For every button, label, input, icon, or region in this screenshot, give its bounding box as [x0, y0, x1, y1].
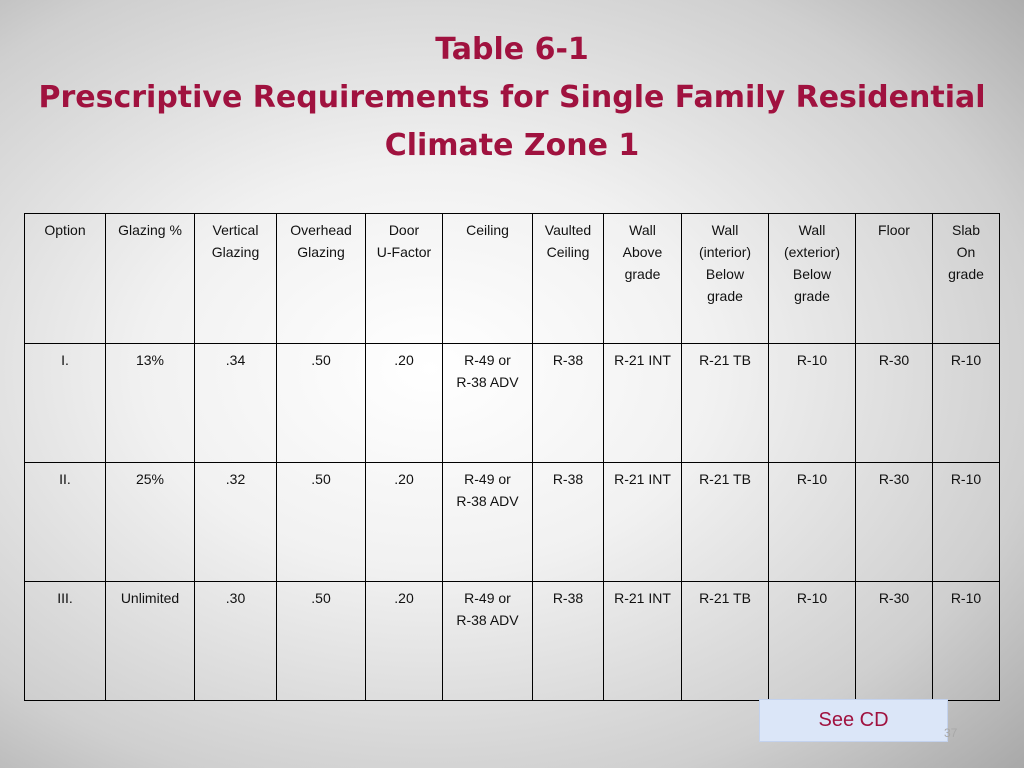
- cell-line: Vertical: [212, 222, 259, 238]
- table-cell: [933, 344, 1000, 463]
- cell-line: Ceiling: [546, 244, 590, 260]
- cell-line: R-38: [552, 590, 584, 606]
- cell-line: .34: [225, 352, 246, 368]
- table-row: [25, 344, 1000, 463]
- cell-line: 13%: [135, 352, 165, 368]
- cell-line: Glazing: [297, 244, 345, 260]
- cell-line: grade: [794, 288, 830, 304]
- table-cell: [769, 344, 856, 463]
- table-cell: [277, 582, 366, 701]
- cell-line: R-21 TB: [699, 471, 751, 487]
- column-header: [195, 214, 277, 344]
- cell-line: (exterior): [783, 244, 840, 260]
- cell-line: Wall: [798, 222, 826, 238]
- table-cell: [533, 582, 604, 701]
- title-line-description: Prescriptive Requirements for Single Family Residential: [38, 80, 986, 115]
- cell-line: .50: [311, 590, 331, 606]
- column-header: [443, 214, 533, 344]
- column-header: [533, 214, 604, 344]
- title-line-table-number: Table 6-1: [435, 32, 589, 67]
- cell-line: R-49 or: [464, 471, 511, 487]
- cell-line: R-30: [878, 590, 910, 606]
- cell-line: Below: [705, 266, 745, 282]
- cell-line: III.: [57, 590, 73, 606]
- cell-line: Wall: [629, 222, 656, 238]
- cell-line: Ceiling: [466, 222, 509, 238]
- column-header: [682, 214, 769, 344]
- column-header: [25, 214, 106, 344]
- table-row: [25, 582, 1000, 701]
- column-header: [366, 214, 443, 344]
- cell-line: R-10: [950, 471, 982, 487]
- table-cell: [604, 582, 682, 701]
- column-header: [277, 214, 366, 344]
- table-cell: [682, 582, 769, 701]
- column-header: [106, 214, 195, 344]
- cell-line: R-30: [878, 471, 910, 487]
- cell-line: .20: [394, 590, 414, 606]
- cell-line: Above: [622, 244, 663, 260]
- table-cell: [366, 582, 443, 701]
- table-cell: [533, 344, 604, 463]
- table-cell: [769, 463, 856, 582]
- cell-line: R-21 TB: [699, 590, 751, 606]
- cell-line: Slab: [951, 222, 981, 238]
- cell-line: R-10: [796, 471, 828, 487]
- table-cell: [195, 463, 277, 582]
- cell-line: grade: [707, 288, 743, 304]
- cell-line: II.: [59, 471, 71, 487]
- table-cell: [443, 582, 533, 701]
- cell-line: U-Factor: [376, 244, 432, 260]
- cell-line: Option: [44, 222, 86, 238]
- column-header: [604, 214, 682, 344]
- cell-line: .50: [311, 352, 331, 368]
- table-cell: [533, 463, 604, 582]
- table-cell: [682, 344, 769, 463]
- table-cell: [25, 582, 106, 701]
- cell-line: .30: [225, 590, 246, 606]
- cell-line: Floor: [878, 222, 910, 238]
- table-cell: [195, 582, 277, 701]
- cell-line: grade: [624, 266, 661, 282]
- cell-line: R-21 INT: [614, 471, 671, 487]
- table-row: [25, 463, 1000, 582]
- column-header: [933, 214, 1000, 344]
- column-header: [856, 214, 933, 344]
- cell-line: R-10: [950, 352, 982, 368]
- table-cell: [443, 463, 533, 582]
- cell-line: R-21 INT: [614, 590, 671, 606]
- cell-line: On: [956, 244, 976, 260]
- cell-line: R-21 INT: [614, 352, 671, 368]
- table-cell: [769, 582, 856, 701]
- requirements-table: [24, 213, 1000, 701]
- cell-line: Vaulted: [544, 222, 592, 238]
- cell-line: .50: [311, 471, 331, 487]
- table-cell: [366, 463, 443, 582]
- cell-line: I.: [61, 352, 69, 368]
- cell-line: .20: [394, 352, 414, 368]
- cell-line: Wall: [711, 222, 739, 238]
- cell-line: .20: [394, 471, 414, 487]
- cell-line: Glazing %: [118, 222, 182, 238]
- cell-line: Below: [792, 266, 832, 282]
- table-header-row: [25, 214, 1000, 344]
- slide-title: [0, 26, 1024, 170]
- table-cell: [366, 344, 443, 463]
- cell-line: Unlimited: [120, 590, 180, 606]
- table-cell: [604, 344, 682, 463]
- cell-line: Overhead: [290, 222, 352, 238]
- table-cell: [856, 344, 933, 463]
- table-cell: [277, 344, 366, 463]
- table-cell: [277, 463, 366, 582]
- table-cell: [604, 463, 682, 582]
- table-cell: [106, 344, 195, 463]
- table-cell: [106, 463, 195, 582]
- cell-line: R-38 ADV: [456, 493, 519, 509]
- cell-line: grade: [948, 266, 984, 282]
- table-cell: [933, 463, 1000, 582]
- table-cell: [443, 344, 533, 463]
- page-number: 37: [944, 726, 958, 740]
- cell-line: R-10: [796, 352, 828, 368]
- cell-line: Door: [388, 222, 420, 238]
- cell-line: .32: [225, 471, 246, 487]
- cell-line: R-30: [878, 352, 910, 368]
- cell-line: R-38: [552, 352, 584, 368]
- title-line-climate-zone: Climate Zone 1: [384, 128, 640, 163]
- table-cell: [195, 344, 277, 463]
- table-cell: [933, 582, 1000, 701]
- cell-line: R-38 ADV: [456, 612, 519, 628]
- column-header: [769, 214, 856, 344]
- cell-line: R-49 or: [464, 590, 511, 606]
- table-cell: [25, 463, 106, 582]
- cell-line: (interior): [698, 244, 752, 260]
- cell-line: R-38: [552, 471, 584, 487]
- cell-line: R-10: [796, 590, 828, 606]
- table-cell: [106, 582, 195, 701]
- table-cell: [856, 463, 933, 582]
- cell-line: R-49 or: [464, 352, 511, 368]
- table-cell: [682, 463, 769, 582]
- table-cell: [856, 582, 933, 701]
- cell-line: R-10: [950, 590, 982, 606]
- see-cd-button[interactable]: See CD: [759, 699, 948, 742]
- table-cell: [25, 344, 106, 463]
- cell-line: Glazing: [211, 244, 260, 260]
- cell-line: 25%: [135, 471, 165, 487]
- cell-line: R-21 TB: [699, 352, 751, 368]
- cell-line: R-38 ADV: [456, 374, 519, 390]
